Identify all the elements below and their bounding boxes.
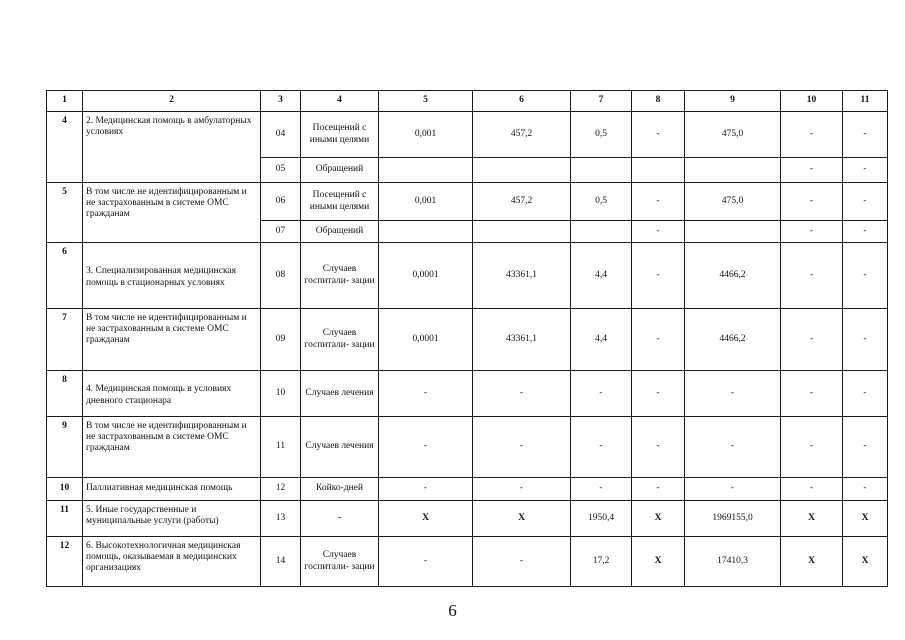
cell-col11: -	[843, 371, 888, 417]
cell-col9: 17410,3	[685, 537, 781, 587]
row-number: 5	[47, 183, 83, 243]
cell-col7: 0,5	[571, 112, 632, 158]
cell-col8: -	[632, 371, 685, 417]
header-cell: 5	[379, 91, 473, 112]
cell-col6: 43361,1	[473, 243, 571, 309]
row-number: 9	[47, 417, 83, 478]
cell-col6	[473, 221, 571, 243]
cell-col8: -	[632, 183, 685, 221]
cell-col10: -	[781, 371, 843, 417]
cell-col6: X	[473, 501, 571, 537]
cell-col9: 475,0	[685, 112, 781, 158]
row-name: В том числе не идентифицированным и не застрахованным в системе ОМС гражданам	[83, 183, 261, 243]
page-number: 6	[448, 601, 457, 620]
cell-col6: 43361,1	[473, 309, 571, 371]
cell-col6: -	[473, 417, 571, 478]
cell-col11: -	[843, 158, 888, 183]
cell-col8	[632, 158, 685, 183]
header-cell: 8	[632, 91, 685, 112]
row-unit: Случаев госпитали- зации	[301, 243, 379, 309]
cell-col5: 0,001	[379, 112, 473, 158]
cell-col7: 4,4	[571, 309, 632, 371]
row-code: 13	[261, 501, 301, 537]
data-table	[46, 90, 888, 587]
row-code: 12	[261, 478, 301, 501]
cell-col11: -	[843, 309, 888, 371]
cell-col9	[685, 221, 781, 243]
cell-col5: 0,0001	[379, 243, 473, 309]
table-row	[47, 309, 888, 371]
cell-col5: -	[379, 478, 473, 501]
cell-col7: 4,4	[571, 243, 632, 309]
row-name: 4. Медицинская помощь в условиях дневного стационара	[83, 371, 261, 417]
row-name: 6. Высокотехнологичная медицинская помощь, оказываемая в медицинских организациях	[83, 537, 261, 587]
cell-col5: -	[379, 537, 473, 587]
row-number: 8	[47, 371, 83, 417]
cell-col9: -	[685, 371, 781, 417]
row-code: 08	[261, 243, 301, 309]
cell-col11: -	[843, 417, 888, 478]
cell-col7: -	[571, 417, 632, 478]
cell-col5: -	[379, 371, 473, 417]
row-code: 06	[261, 183, 301, 221]
cell-col9: 475,0	[685, 183, 781, 221]
header-cell: 7	[571, 91, 632, 112]
cell-col7	[571, 221, 632, 243]
cell-col6: -	[473, 371, 571, 417]
cell-col9: -	[685, 417, 781, 478]
cell-col9: 4466,2	[685, 243, 781, 309]
cell-col8: -	[632, 417, 685, 478]
cell-col8: -	[632, 221, 685, 243]
row-name: 3. Специализированная медицинская помощь в стационарных условиях	[83, 243, 261, 309]
header-cell: 6	[473, 91, 571, 112]
header-cell: 9	[685, 91, 781, 112]
table-row	[47, 371, 888, 417]
header-cell: 10	[781, 91, 843, 112]
row-unit: Койко-дней	[301, 478, 379, 501]
cell-col5: -	[379, 417, 473, 478]
row-number: 4	[47, 112, 83, 183]
cell-col7	[571, 158, 632, 183]
row-code: 04	[261, 112, 301, 158]
cell-col11: X	[843, 501, 888, 537]
cell-col10: -	[781, 158, 843, 183]
cell-col5	[379, 158, 473, 183]
row-unit: Случаев лечения	[301, 371, 379, 417]
cell-col11: X	[843, 537, 888, 587]
cell-col10: -	[781, 417, 843, 478]
cell-col7: -	[571, 371, 632, 417]
cell-col11: -	[843, 221, 888, 243]
cell-col6: 457,2	[473, 183, 571, 221]
cell-col11: -	[843, 112, 888, 158]
row-number: 11	[47, 501, 83, 537]
cell-col10: X	[781, 537, 843, 587]
cell-col10: -	[781, 221, 843, 243]
cell-col10: X	[781, 501, 843, 537]
row-unit: Посещений с иными целями	[301, 183, 379, 221]
row-code: 14	[261, 537, 301, 587]
table-row	[47, 537, 888, 587]
cell-col8: X	[632, 537, 685, 587]
row-unit: Обращений	[301, 221, 379, 243]
row-name: Паллиативная медицинская помощь	[83, 478, 261, 501]
row-unit: Обращений	[301, 158, 379, 183]
row-name: В том числе не идентифицированным и не застрахованным в системе ОМС гражданам	[83, 309, 261, 371]
row-number: 12	[47, 537, 83, 587]
cell-col7: -	[571, 478, 632, 501]
table-row	[47, 478, 888, 501]
cell-col11: -	[843, 478, 888, 501]
cell-col6	[473, 158, 571, 183]
row-code: 09	[261, 309, 301, 371]
cell-col11: -	[843, 243, 888, 309]
cell-col10: -	[781, 112, 843, 158]
header-cell: 3	[261, 91, 301, 112]
row-name: В том числе не идентифицированным и не застрахованным в системе ОМС гражданам	[83, 417, 261, 478]
cell-col7: 17,2	[571, 537, 632, 587]
row-code: 10	[261, 371, 301, 417]
row-code: 07	[261, 221, 301, 243]
cell-col11: -	[843, 183, 888, 221]
row-number: 6	[47, 243, 83, 309]
header-cell: 1	[47, 91, 83, 112]
cell-col8: -	[632, 309, 685, 371]
row-unit: Случаев госпитали- зации	[301, 537, 379, 587]
table-row	[47, 417, 888, 478]
row-number: 7	[47, 309, 83, 371]
header-cell: 11	[843, 91, 888, 112]
row-code: 11	[261, 417, 301, 478]
cell-col10: -	[781, 243, 843, 309]
cell-col5	[379, 221, 473, 243]
cell-col8: -	[632, 478, 685, 501]
cell-col9: 4466,2	[685, 309, 781, 371]
table-row	[47, 243, 888, 309]
cell-col6: -	[473, 537, 571, 587]
table-row	[47, 183, 888, 221]
cell-col8: -	[632, 112, 685, 158]
cell-col7: 1950,4	[571, 501, 632, 537]
row-name: 2. Медицинская помощь в амбулаторных условиях	[83, 112, 261, 183]
cell-col6: -	[473, 478, 571, 501]
table-row	[47, 112, 888, 158]
cell-col5: X	[379, 501, 473, 537]
cell-col9: 1969155,0	[685, 501, 781, 537]
cell-col9: -	[685, 478, 781, 501]
row-code: 05	[261, 158, 301, 183]
cell-col6: 457,2	[473, 112, 571, 158]
header-cell: 2	[83, 91, 261, 112]
table-row	[47, 501, 888, 537]
row-unit: Посещений с иными целями	[301, 112, 379, 158]
row-unit: -	[301, 501, 379, 537]
header-row	[47, 91, 888, 112]
cell-col5: 0,0001	[379, 309, 473, 371]
header-cell: 4	[301, 91, 379, 112]
cell-col10: -	[781, 183, 843, 221]
cell-col9	[685, 158, 781, 183]
row-number: 10	[47, 478, 83, 501]
cell-col10: -	[781, 309, 843, 371]
cell-col5: 0,001	[379, 183, 473, 221]
cell-col8: -	[632, 243, 685, 309]
cell-col8: X	[632, 501, 685, 537]
row-unit: Случаев госпитали- зации	[301, 309, 379, 371]
cell-col10: -	[781, 478, 843, 501]
row-unit: Случаев лечения	[301, 417, 379, 478]
cell-col7: 0,5	[571, 183, 632, 221]
row-name: 5. Иные государственные и муниципальные услуги (работы)	[83, 501, 261, 537]
